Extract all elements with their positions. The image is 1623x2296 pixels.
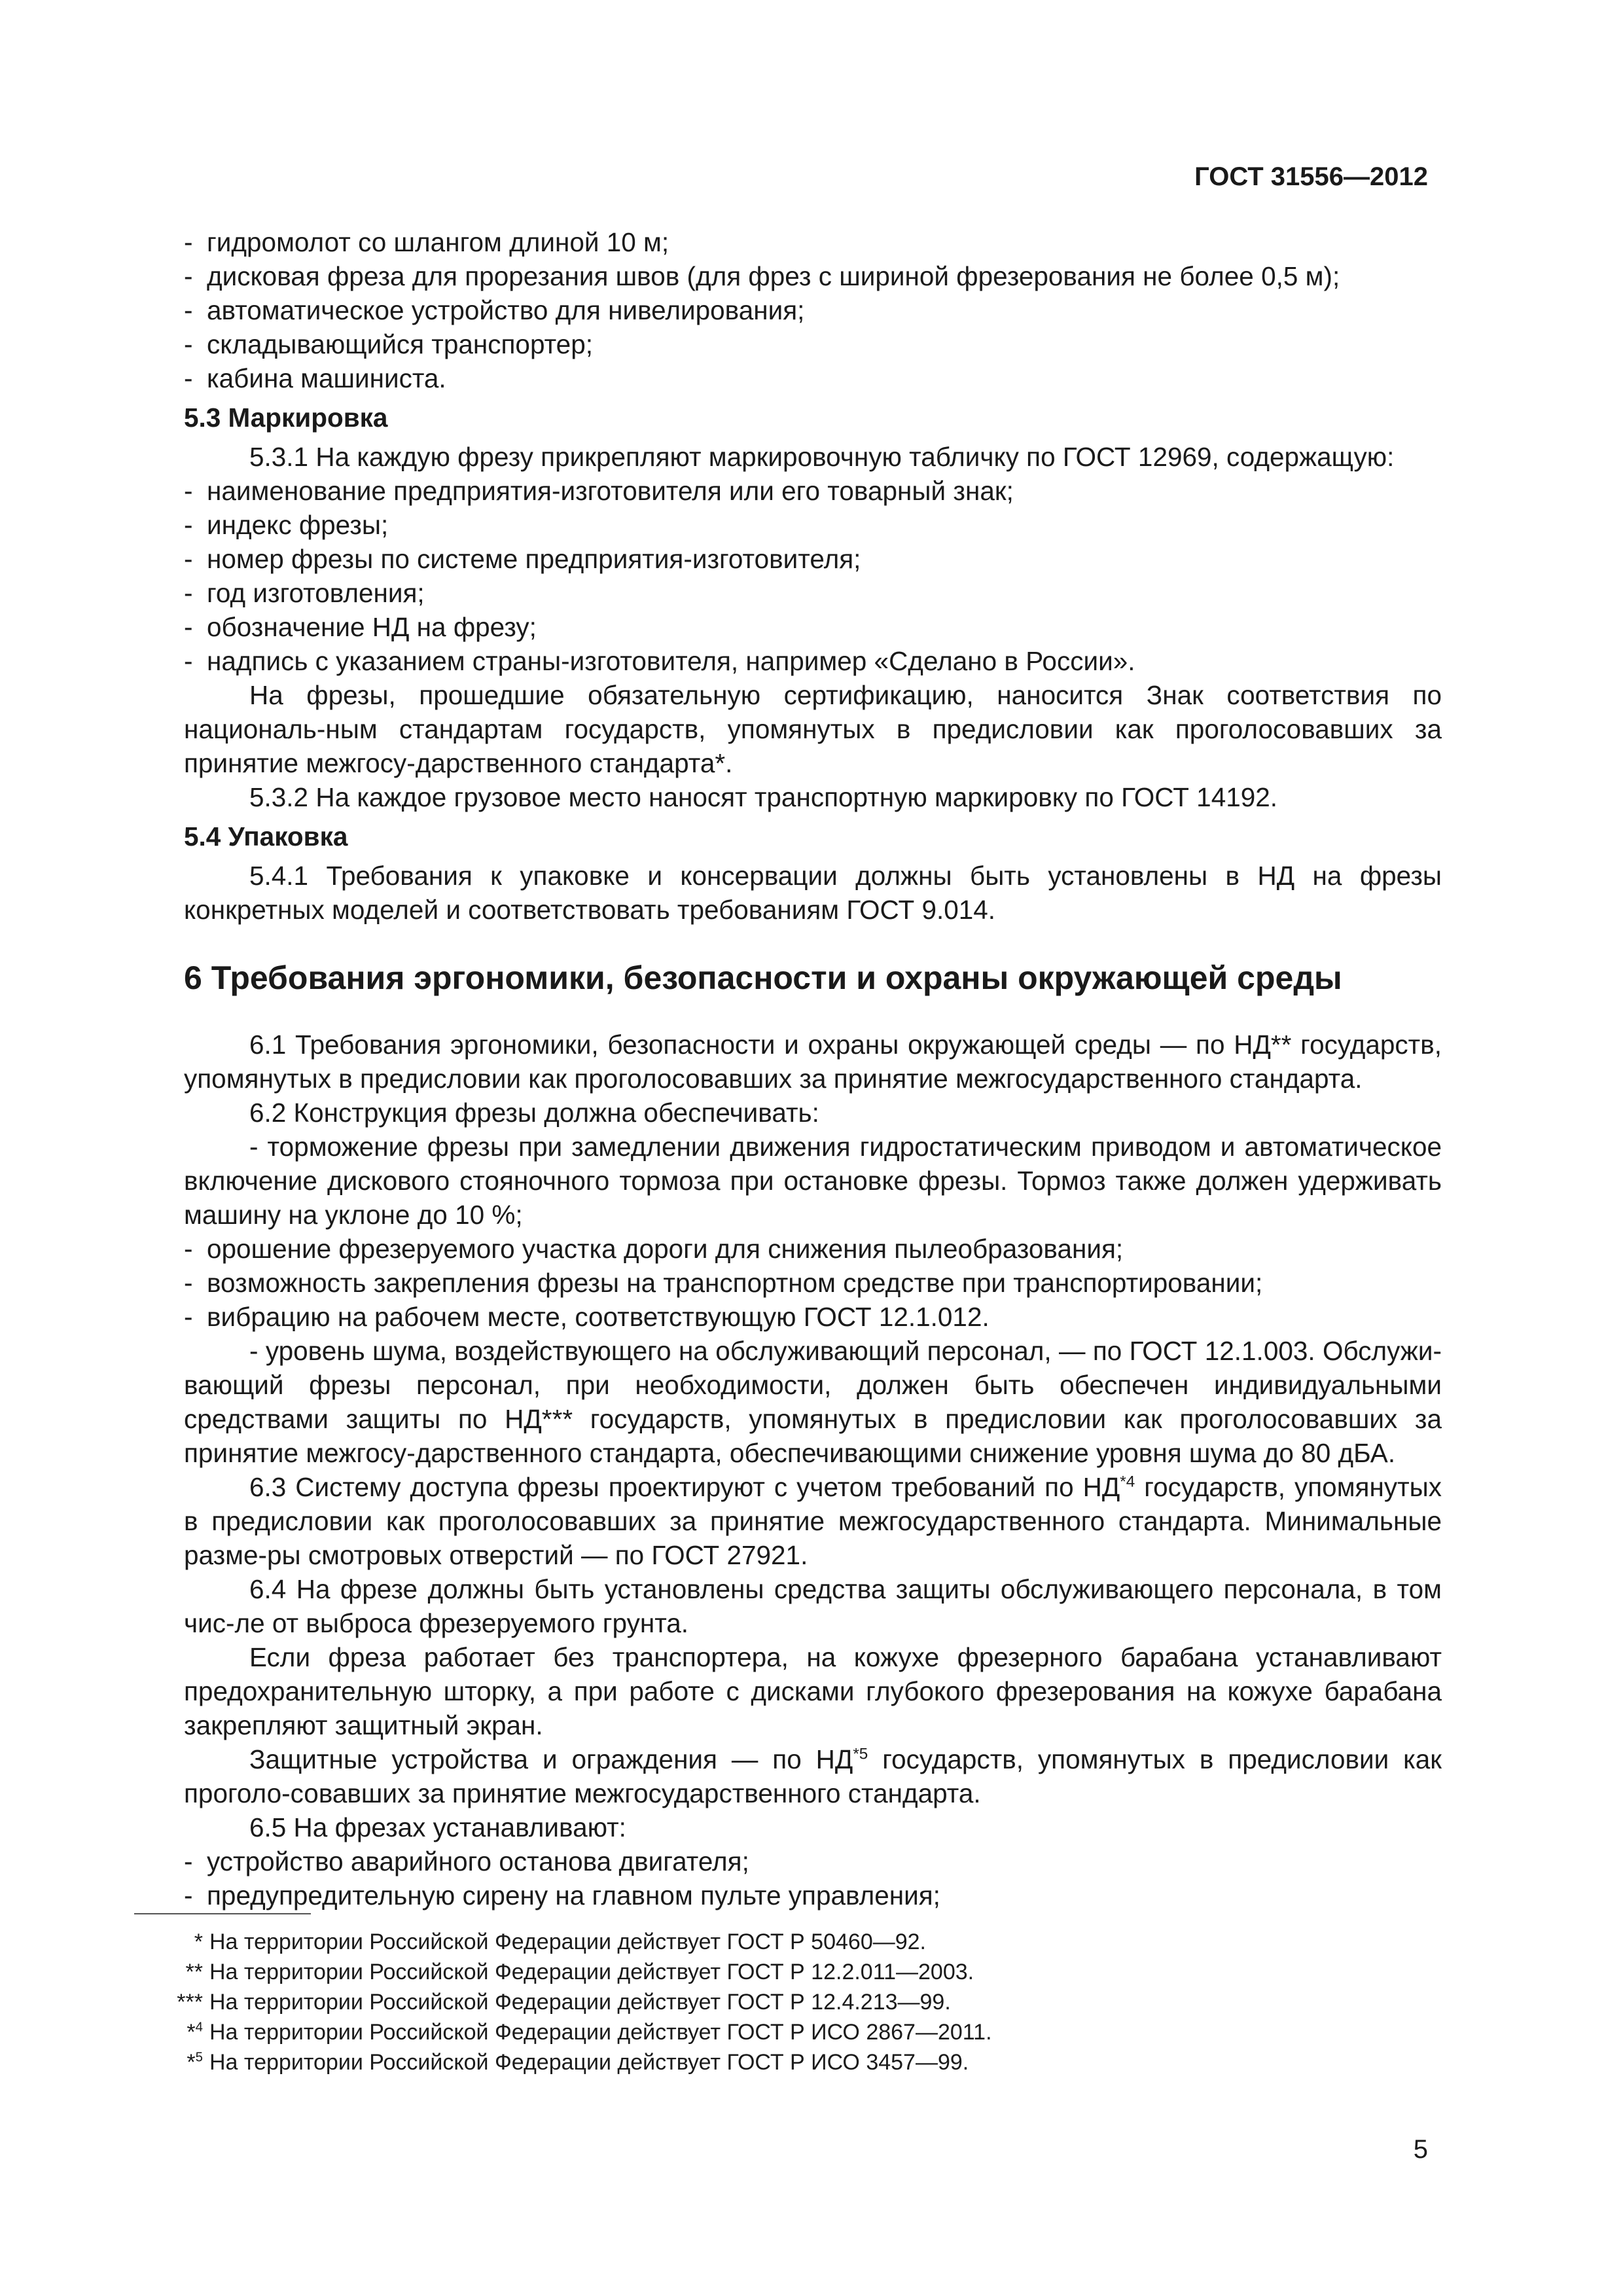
- list-item: - номер фрезы по системе предприятия-изготовителя;: [184, 544, 861, 574]
- section-5-4-heading: 5.4 Упаковка: [184, 821, 348, 852]
- list-item: - складывающийся транспортер;: [184, 329, 593, 359]
- footnote: *$^5$ На территории Российской Федерации действует ГОСТ Р ИСО 3457—99.: [187, 2050, 969, 2075]
- footnotes: [134, 1927, 1378, 2077]
- list-item: - устройство аварийного останова двигателя;: [184, 1846, 749, 1876]
- footnote-divider: [134, 1913, 311, 1914]
- list-item: - обозначение НД на фрезу;: [184, 612, 537, 642]
- list-item: - предупредительную сирену на главном пульте управления;: [184, 1880, 940, 1910]
- certification-paragraph: На фрезы, прошедшие обязательную сертификацию, наносится Знак соответствия по националь-ным стандартам государств, упомянутых в предисловии как проголосовавших за принятие межгосу-дарственного стандарта*.: [184, 680, 1442, 778]
- section-6-heading: 6 Требования эргономики, безопасности и охраны окружающей среды: [184, 960, 1342, 996]
- footnote: ** На территории Российской Федерации действует ГОСТ Р 12.2.011—2003.: [185, 1960, 974, 1984]
- list-item: - индекс фрезы;: [184, 510, 389, 540]
- paragraph-6-5: 6.5 На фрезах устанавливают:: [249, 1812, 626, 1842]
- standard-number-header: ГОСТ 31556—2012: [1194, 162, 1428, 191]
- list-item: - кабина машиниста.: [184, 363, 446, 393]
- paragraph-5-4-1: 5.4.1 Требования к упаковке и консервации должны быть установлены в НД на фрезы конкретных моделей и соответствовать требованиям ГОСТ 9.014.: [184, 861, 1442, 925]
- list-item: - дисковая фреза для прорезания швов (для фрез с шириной фрезерования не более 0,5 м);: [184, 261, 1340, 291]
- list-item: - гидромолот со шлангом длиной 10 м;: [184, 227, 669, 257]
- list-item: - возможность закрепления фрезы на транспортном средстве при транспортировании;: [184, 1268, 1263, 1298]
- paragraph-6-4-guards: Защитные устройства и ограждения — по НД$^{*5}$ государств, упомянутых в предисловии как проголо-совавших за принятие межгосударственного стандарта.: [184, 1744, 1442, 1808]
- section-5-3-heading: 5.3 Маркировка: [184, 403, 388, 433]
- paragraph-6-3: 6.3 Систему доступа фрезы проектируют с учетом требований по НД$^{*4}$ государств, упомянутых в предисловии как проголосовавших за принятие межгосударственного стандарта. Минимальные разме-ры смотровых отверстий — по ГОСТ 27921.: [184, 1472, 1442, 1570]
- page-number: 5: [1413, 2135, 1428, 2164]
- footnote: *** На территории Российской Федерации действует ГОСТ Р 12.4.213—99.: [177, 1990, 951, 2015]
- marking-list: [184, 474, 1442, 678]
- list-item: - орошение фрезеруемого участка дороги для снижения пылеобразования;: [184, 1234, 1124, 1264]
- list-item: - наименование предприятия-изготовителя или его товарный знак;: [184, 476, 1014, 506]
- paragraph-6-1: 6.1 Требования эргономики, безопасности и охраны окружающей среды — по НД** государств, упомянутых в предисловии как проголосовавших за принятие межгосударственного стандарта.: [184, 1030, 1442, 1094]
- construction-list: [184, 1232, 1442, 1334]
- paragraph-6-4-screen: Если фреза работает без транспортера, на кожухе фрезерного барабана устанавливают предохранительную шторку, а при работе с дисками глубокого фрезерования на кожухе барабана закрепляют защитный экран.: [184, 1642, 1442, 1740]
- paragraph-5-3-2: 5.3.2 На каждое грузовое место наносят транспортную маркировку по ГОСТ 14192.: [249, 782, 1278, 812]
- list-item: - вибрацию на рабочем месте, соответствующую ГОСТ 12.1.012.: [184, 1302, 990, 1332]
- paragraph-6-2: 6.2 Конструкция фрезы должна обеспечивать:: [249, 1098, 819, 1128]
- installed-devices-list: [184, 1844, 1442, 1912]
- list-item: - автоматическое устройство для нивелирования;: [184, 295, 805, 325]
- list-item: - надпись с указанием страны-изготовителя, например «Сделано в России».: [184, 646, 1135, 676]
- noise-requirement: - уровень шума, воздействующего на обслуживающий персонал, — по ГОСТ 12.1.003. Обслужи-вающий фрезы персонал, при необходимости, должен быть обеспечен индивидуальными средствами защиты по НД*** государств, упомянутых в предисловии как проголосовавших за принятие межгосу-дарственного стандарта, обеспечивающими снижение уровня шума до 80 дБА.: [184, 1336, 1442, 1468]
- page-body: [184, 225, 1442, 1912]
- paragraph-6-4: 6.4 На фрезе должны быть установлены средства защиты обслуживающего персонала, в том чис-ле от выброса фрезеруемого грунта.: [184, 1574, 1442, 1638]
- paragraph-5-3-1: 5.3.1 На каждую фрезу прикрепляют маркировочную табличку по ГОСТ 12969, содержащую:: [249, 442, 1395, 472]
- footnote: * На территории Российской Федерации действует ГОСТ Р 50460—92.: [194, 1929, 926, 1954]
- list-item: - год изготовления;: [184, 578, 425, 608]
- footnote: *$^4$ На территории Российской Федерации действует ГОСТ Р ИСО 2867—2011.: [187, 2020, 992, 2045]
- equipment-list: [184, 225, 1442, 395]
- braking-requirement: - торможение фрезы при замедлении движения гидростатическим приводом и автоматическое включение дискового стояночного тормоза при остановке фрезы. Тормоз также должен удерживать машину на уклоне до 10 %;: [184, 1132, 1442, 1230]
